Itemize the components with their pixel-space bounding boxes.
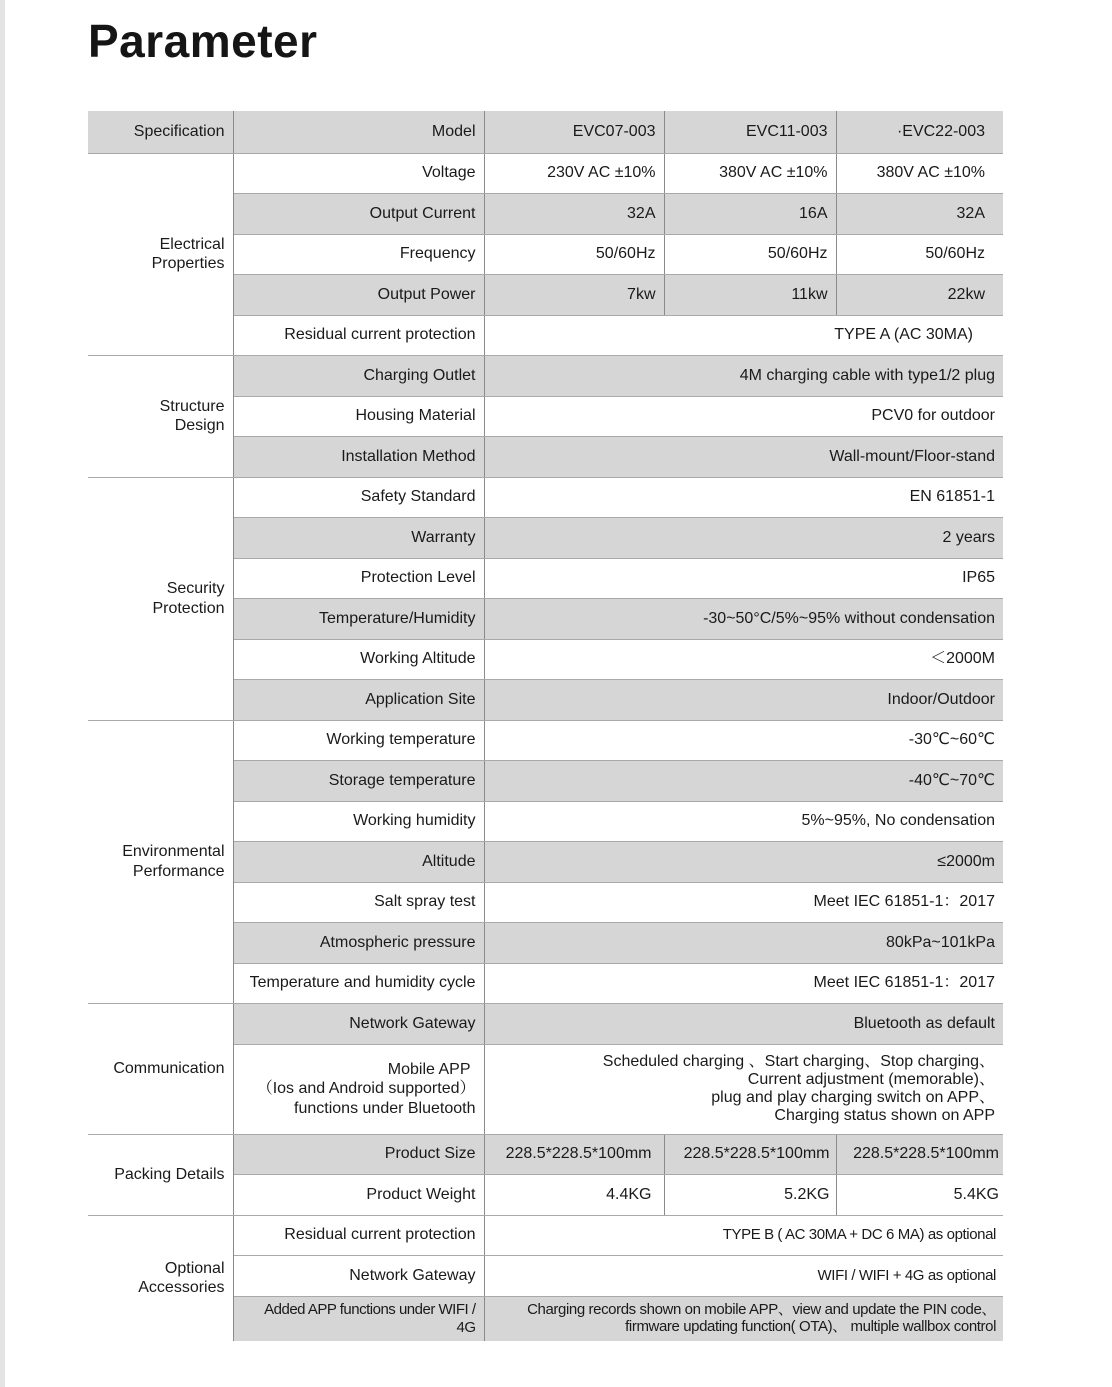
installation-value: Wall-mount/Floor-stand [484,436,1003,477]
output-current-value-1: 32A [484,193,664,234]
header-model-label: Model [233,111,484,153]
warranty-label: Warranty [233,517,484,558]
group-environmental-line1: Environmental [122,843,225,861]
housing-value: PCV0 for outdoor [484,396,1003,436]
weight-value-1: 4.4KG [484,1174,664,1215]
gateway-label: Network Gateway [233,1003,484,1044]
output-current-value-2: 16A [664,193,836,234]
row-charging-outlet [88,355,1003,396]
working-temp-value: -30℃~60℃ [484,720,1003,760]
mobile-app-label-line2: （Ios and Android supported） [256,1080,476,1098]
protection-value: IP65 [484,558,1003,598]
temp-humidity-label: Temperature/Humidity [233,598,484,639]
frequency-label: Frequency [233,234,484,274]
protection-label: Protection Level [233,558,484,598]
safety-value: EN 61851-1 [484,477,1003,517]
group-structure-line1: Structure [159,397,225,415]
working-temp-label: Working temperature [233,720,484,760]
output-power-label: Output Power [233,274,484,315]
optional-residual-value: TYPE B ( AC 30MA + DC 6 MA) as optional [484,1215,1003,1255]
group-electrical-line1: Electrical [159,235,225,253]
frequency-value-1: 50/60Hz [484,234,664,274]
frequency-value-3: 50/60Hz [836,234,1003,274]
group-electrical [88,153,233,355]
weight-value-2: 5.2KG [664,1174,836,1215]
warranty-value: 2 years [484,517,1003,558]
group-structure-line2: Design [174,417,225,434]
output-power-value-3: 22kw [836,274,1003,315]
optional-app-value-line2: firmware updating function( OTA)、 multiple wallbox control [625,1317,996,1335]
mobile-app-value [484,1044,1003,1134]
altitude-value: ≤2000m [484,841,1003,882]
group-environmental [88,720,233,1003]
salt-spray-value: Meet IEC 61851-1：2017 [484,882,1003,922]
optional-gateway-label: Network Gateway [233,1255,484,1296]
row-optional-residual [88,1215,1003,1255]
group-environmental-line2: Performance [132,862,225,880]
weight-label: Product Weight [233,1174,484,1215]
charging-outlet-value: 4M charging cable with type1/2 plug [484,355,1003,396]
working-altitude-label: Working Altitude [233,639,484,679]
mobile-app-value-line3: plug and play charging switch on APP、 [711,1089,995,1106]
mobile-app-value-line1: Scheduled charging 、Start charging、Stop charging、 [602,1053,995,1071]
application-site-value: Indoor/Outdoor [484,679,1003,720]
voltage-label: Voltage [233,153,484,193]
output-power-value-2: 11kw [664,274,836,315]
cycle-label: Temperature and humidity cycle [233,963,484,1003]
voltage-value-3: 380V AC ±10% [836,153,1003,193]
group-optional-line1: Optional [164,1260,225,1278]
group-communication: Communication [88,1003,233,1134]
group-optional-line2: Accessories [138,1279,225,1297]
header-row [88,111,1003,153]
residual-value: TYPE A (AC 30MA) [484,315,1003,355]
size-value-1: 228.5*228.5*100mm [484,1134,664,1174]
frequency-value-2: 50/60Hz [664,234,836,274]
page-title: Parameter [88,15,318,67]
mobile-app-value-line2: Current adjustment (memorable)、 [747,1071,995,1089]
weight-value-3: 5.4KG [836,1174,1003,1215]
row-voltage [88,153,1003,193]
header-group-cell: Specification [88,111,233,153]
group-security-line1: Security [166,580,225,598]
salt-spray-label: Salt spray test [233,882,484,922]
row-network-gateway [88,1003,1003,1044]
size-value-2: 228.5*228.5*100mm [664,1134,836,1174]
model-2: EVC11-003 [664,111,836,153]
charging-outlet-label: Charging Outlet [233,355,484,396]
altitude-label: Altitude [233,841,484,882]
group-packing: Packing Details [88,1134,233,1215]
cycle-value: Meet IEC 61851-1：2017 [484,963,1003,1003]
voltage-value-1: 230V AC ±10% [484,153,664,193]
mobile-app-label [233,1044,484,1134]
model-3: ·EVC22-003 [836,111,1003,153]
parameter-table [88,111,1003,1341]
group-security [88,477,233,720]
working-altitude-value: ＜2000M [484,639,1003,679]
group-security-line2: Protection [152,599,225,617]
row-working-temperature [88,720,1003,760]
group-electrical-line2: Properties [151,255,225,272]
pressure-label: Atmospheric pressure [233,922,484,963]
optional-app-value-line1: Charging records shown on mobile APP、view and update the PIN code、 [527,1301,996,1319]
installation-label: Installation Method [233,436,484,477]
safety-label: Safety Standard [233,477,484,517]
storage-temp-value: -40℃~70℃ [484,760,1003,801]
optional-residual-label: Residual current protection [233,1215,484,1255]
row-safety-standard [88,477,1003,517]
size-label: Product Size [233,1134,484,1174]
application-site-label: Application Site [233,679,484,720]
gateway-value: Bluetooth as default [484,1003,1003,1044]
optional-app-label: Added APP functions under WIFI / 4G [233,1296,484,1341]
row-product-size [88,1134,1003,1174]
output-current-label: Output Current [233,193,484,234]
working-humidity-label: Working humidity [233,801,484,841]
storage-temp-label: Storage temperature [233,760,484,801]
optional-app-value [484,1296,1003,1341]
residual-label: Residual current protection [233,315,484,355]
output-current-value-3: 32A [836,193,1003,234]
page-left-border [0,0,5,1387]
model-1: EVC07-003 [484,111,664,153]
group-optional [88,1215,233,1341]
group-structure [88,355,233,477]
voltage-value-2: 380V AC ±10% [664,153,836,193]
size-value-3: 228.5*228.5*100mm [836,1134,1003,1174]
mobile-app-value-line4: Charging status shown on APP [774,1106,995,1124]
mobile-app-label-line1: Mobile APP [387,1061,471,1079]
working-humidity-value: 5%~95%, No condensation [484,801,1003,841]
pressure-value: 80kPa~101kPa [484,922,1003,963]
output-power-value-1: 7kw [484,274,664,315]
housing-label: Housing Material [233,396,484,436]
optional-gateway-value: WIFI / WIFI + 4G as optional [484,1255,1003,1296]
mobile-app-label-line3: functions under Bluetooth [294,1099,476,1117]
temp-humidity-value: -30~50°C/5%~95% without condensation [484,598,1003,639]
